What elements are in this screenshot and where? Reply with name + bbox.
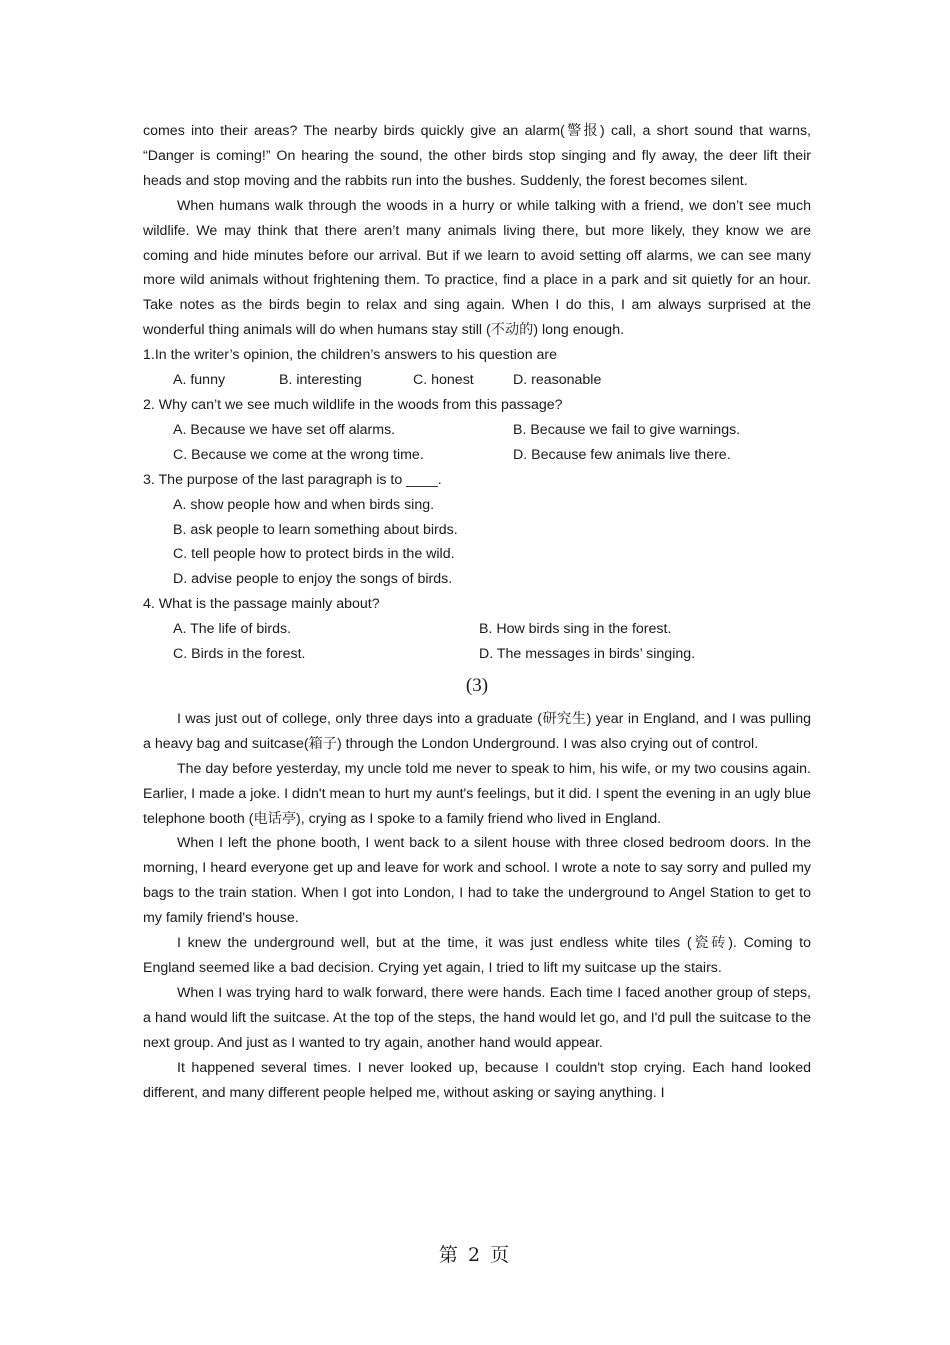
question-4-option-d: D. The messages in birds’ singing. [479, 646, 696, 663]
section-3-paragraph-2: The day before yesterday, my uncle told me never to speak to him, his wife, or my two cousins again. Earlier, I made a joke. I didn't mean to hurt my aunt's feelings, but it did. I spent the evening in an ugly blue telephone booth (电话亭), crying as I spoke to a family friend who lived in England. [143, 760, 811, 827]
question-4-option-b: B. How birds sing in the forest. [479, 621, 672, 638]
question-3-option-b: B. ask people to learn something about birds. [173, 521, 458, 538]
question-1-options [143, 368, 811, 393]
question-1-option-c: C. honest [413, 372, 474, 389]
question-2-option-b: B. Because we fail to give warnings. [513, 421, 741, 438]
question-2-options-row-1 [143, 418, 811, 443]
section-3-paragraph-6: It happened several times. I never looked up, because I couldn't stop crying. Each hand looked different, and many different people helped me, without asking or saying anything. I [143, 1059, 811, 1101]
page-number-footer: 第 2 页 [438, 1244, 512, 1266]
question-3 [143, 468, 811, 593]
question-2-stem: 2. Why can’t we see much wildlife in the woods from this passage? [143, 396, 563, 413]
question-4-options-row-2 [143, 642, 811, 667]
section-3-paragraph-4: I knew the underground well, but at the time, it was just endless white tiles (瓷砖). Coming to England seemed like a bad decision. Crying yet again, I tried to lift my suitcase up the stairs. [143, 935, 811, 976]
question-3-stem: 3. The purpose of the last paragraph is to ____. [143, 471, 442, 488]
question-1-option-d: D. reasonable [513, 372, 602, 389]
question-4-options-row-1 [143, 617, 811, 642]
question-4-option-c: C. Birds in the forest. [173, 646, 306, 663]
question-3-option-a: A. show people how and when birds sing. [173, 496, 435, 513]
question-2-option-c: C. Because we come at the wrong time. [173, 446, 424, 463]
section-3-paragraph-5: When I was trying hard to walk forward, there were hands. Each time I faced another group of steps, a hand would lift the suitcase. At the top of the steps, the hand would let go, and I'd pull the suitcase to the next group. And just as I wanted to try again, another hand would appear. [143, 984, 811, 1051]
question-2-option-a: A. Because we have set off alarms. [173, 421, 396, 438]
question-1 [143, 343, 811, 393]
question-1-option-a: A. funny [173, 372, 226, 389]
passage2-paragraph-1: comes into their areas? The nearby birds quickly give an alarm(警报) call, a short sound that warns, “Danger is coming!” On hearing the sound, the other birds stop singing and fly away, the deer lift their heads and stop moving and the rabbits run into the bushes. Suddenly, the forest becomes silent. [143, 123, 811, 189]
section-3-paragraph-1: I was just out of college, only three days into a graduate (研究生) year in England, and I was pulling a heavy bag and suitcase(箱子) through the London Underground. I was also crying out of control. [143, 710, 811, 752]
question-4-option-a: A. The life of birds. [173, 621, 292, 638]
question-3-option-c: C. tell people how to protect birds in the wild. [173, 546, 455, 563]
question-2 [143, 393, 811, 468]
question-1-stem: 1.In the writer’s opinion, the children’s answers to his question are [143, 347, 558, 364]
question-2-option-d: D. Because few animals live there. [513, 446, 731, 463]
question-1-option-b: B. interesting [279, 372, 362, 389]
question-4 [143, 592, 811, 667]
question-4-stem: 4. What is the passage mainly about? [143, 596, 380, 613]
question-2-options-row-2 [143, 443, 811, 468]
section-3-heading: (3) [465, 674, 489, 696]
passage2-paragraph-2: When humans walk through the woods in a hurry or while talking with a friend, we don’t see much wildlife. We may think that there aren’t many animals living there, but more likely, they know we are coming and hide minutes before our arrival. But if we learn to avoid setting off alarms, we can see many more wild animals without frightening them. To practice, find a place in a park and sit quietly for an hour. Take notes as the birds begin to relax and sing again. When I do this, I am always surprised at the wonderful thing animals will do when humans stay still (不动的) long enough. [143, 197, 811, 339]
section-3-paragraph-3: When I left the phone booth, I went back to a silent house with three closed bedroom doors. In the morning, I heard everyone get up and leave for work and school. I wrote a note to say sorry and pulled my bags to the train station. When I got into London, I had to take the underground to Angel Station to get to my family friend's house. [143, 835, 811, 927]
question-3-option-d: D. advise people to enjoy the songs of birds. [173, 571, 453, 588]
page-content [143, 119, 811, 1105]
